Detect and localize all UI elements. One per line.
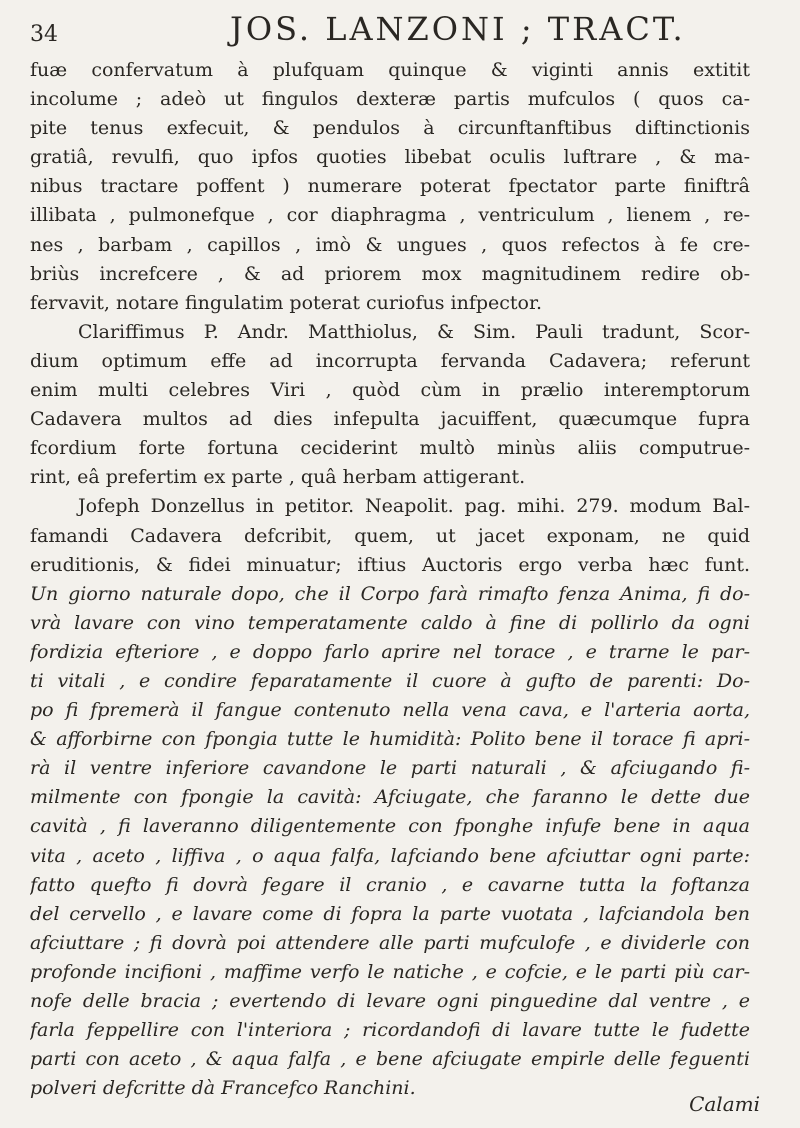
text-line: Cadavera multos ad dies infepulta jacuiffent, quæcumque fupra: [30, 408, 750, 431]
text-line: incolume ; adeò ut fingulos dexteræ partis mufculos ( quos ca-: [30, 88, 750, 111]
text-line: gratiâ, revulfi, quo ipfos quoties libebat oculis luftrare , & ma-: [30, 146, 750, 169]
quote-line: del cervello , e lavare come di fopra la parte vuotata , lafciandola ben: [30, 902, 750, 925]
quote-line: & afforbirne con fpongia tutte le humidità: Polito bene il torace fi apri-: [30, 728, 750, 751]
text-line: Jofeph Donzellus in petitor. Neapolit. pag. mihi. 279. modum Bal-: [78, 495, 750, 518]
quote-line: cavità , fi laveranno diligentemente con fponghe infufe bene in aqua: [30, 815, 750, 838]
text-line: dium optimum effe ad incorrupta fervanda Cadavera; referunt: [30, 349, 750, 372]
quote-line: vrà lavare con vino temperatamente caldo à fine di pollirlo da ogni: [30, 611, 750, 634]
quote-line: fatto quefto fi dovrà fegare il cranio , e cavarne tutta la foftanza: [30, 873, 750, 896]
catchword: Calami: [689, 1092, 760, 1116]
quote-line: afciuttare ; fi dovrà poi attendere alle parti mufculofe , e dividerle con: [30, 931, 750, 954]
page-header: [30, 10, 740, 50]
quote-line: po fi fpremerà il fangue contenuto nella vena cava, e l'arteria aorta,: [30, 699, 750, 722]
text-line: enim multi celebres Viri , quòd cùm in prælio interemptorum: [30, 379, 750, 402]
quote-line: Un giorno naturale dopo, che il Corpo farà rimafto fenza Anima, fi do-: [30, 582, 750, 605]
quote-line: vita , aceto , liffiva , o aqua falfa, lafciando bene afciuttar ogni parte:: [30, 844, 750, 867]
text-line: illibata , pulmonefque , cor diaphragma , ventriculum , lienem , re-: [30, 204, 750, 227]
text-line: pite tenus exfecuit, & pendulos à circunftanftibus diftinctionis: [30, 117, 750, 140]
text-line: Clariffimus P. Andr. Matthiolus, & Sim. Pauli tradunt, Scor-: [78, 320, 750, 343]
text-line: fuæ confervatum à plufquam quinque & viginti annis extitit: [30, 59, 750, 81]
quote-line: rà il ventre inferiore cavandone le parti naturali , & afciugando fi-: [30, 757, 750, 780]
body-text: [30, 56, 750, 1103]
text-line: nibus tractare poffent ) numerare poterat fpectator parte finiftrâ: [30, 175, 750, 198]
quote-line: milmente con fpongie la cavità: Afciugate, che faranno le dette due: [30, 786, 750, 809]
text-line: nes , barbam , capillos , imò & ungues , quos refectos à fe cre-: [30, 233, 750, 256]
quote-line: parti con aceto , & aqua falfa , e bene afciugate empirle delle feguenti: [30, 1048, 750, 1071]
text-line: rint, eâ prefertim ex parte , quâ herbam attigerant.: [30, 466, 526, 489]
quote-line: farla feppellire con l'interiora ; ricordandofi di lavare tutte le fudette: [30, 1019, 750, 1042]
text-line: fervavit, notare fingulatim poterat curiofus infpector.: [30, 291, 543, 314]
running-title: JOS. LANZONI ; TRACT.: [230, 10, 686, 48]
quote-line: ti vitali , e condire feparatamente il cuore à gufto de parenti: Do-: [30, 669, 750, 692]
text-line: famandi Cadavera defcribit, quem, ut jacet exponam, ne quid: [30, 524, 750, 547]
text-line: briùs increfcere , & ad priorem mox magnitudinem redire ob-: [30, 262, 750, 285]
quote-line: polveri defcritte dà Francefco Ranchini.: [30, 1077, 416, 1100]
text-line: eruditionis, & fidei minuatur; iftius Auctoris ergo verba hæc funt.: [30, 553, 750, 576]
quote-line: nofe delle bracia ; evertendo di levare ogni pinguedine dal ventre , e: [30, 990, 750, 1012]
quote-line: fordizia efteriore , e doppo farlo aprire nel torace , e trarne le par-: [30, 640, 750, 663]
text-line: fcordium forte fortuna ceciderint multò minùs aliis computrue-: [30, 437, 750, 460]
quote-line: profonde incifioni , maffime verfo le natiche , e cofcie, e le parti più car-: [30, 960, 750, 983]
page-number: 34: [30, 22, 58, 47]
